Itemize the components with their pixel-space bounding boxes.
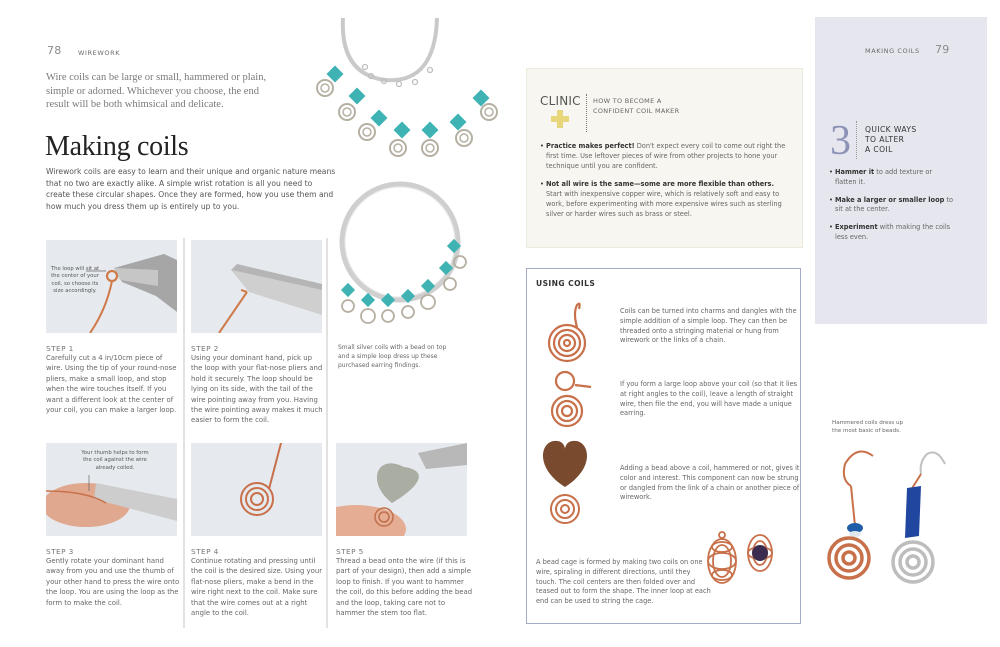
hammered-coil-earrings-image: [815, 440, 985, 610]
right-page-number: 79: [935, 43, 950, 56]
clinic-subtitle-line-2: CONFIDENT COIL MAKER: [593, 106, 680, 115]
hoop-earring-caption: Small silver coils with a bead on top and a simple loop dress up these purchased earring findings.: [338, 344, 447, 369]
clinic-tip-body: Start with inexpensive copper wire, which is relatively soft and easy to work, before experimenting with more expensive wires such as sterling silver or harder wires such as brass or steel.: [546, 190, 782, 218]
quick-ways-title: [865, 125, 917, 154]
step-5-photo: [336, 443, 467, 536]
plus-cross-icon: [551, 110, 569, 128]
clinic-tip-body: Don't expect every coil to come out right the first time. Use leftover pieces of wire from other projects to hone your technique until you are confident.: [546, 142, 786, 170]
step-3-label: STEP 3: [46, 547, 74, 556]
clinic-subtitle: [593, 97, 679, 116]
quick-ways-item-body: to sit at the center.: [835, 195, 954, 214]
quick-ways-item-heading: Make a larger or smaller loop: [835, 195, 945, 204]
clinic-tip-heading: Practice makes perfect!: [546, 142, 635, 150]
clinic-tips-list: [540, 142, 790, 220]
step-4-text: Continue rotating and pressing until the coil is the desired size. Using your flat-nose pliers, make a bend in the wire right next to the coil. Make sure that the wire comes out at a right angle to the coil.: [191, 557, 323, 618]
quick-ways-sidebar: [815, 17, 987, 324]
using-coils-box: [526, 268, 801, 624]
step-4-label: STEP 4: [191, 547, 219, 556]
step-3-photo-note: Your thumb helps to form the coil against the wire already coiled.: [81, 450, 149, 471]
clinic-heading: CLINIC: [540, 94, 581, 108]
heart-bead-illustration: [336, 443, 467, 536]
simple-coil-charm-image: [537, 299, 597, 365]
step-5-text: Thread a bead onto the wire (if this is part of your design), then add a simple loop to finish. If you want to hammer the coil, do this before adding the bead and the loop, taking care not to hammer the stem too flat.: [336, 557, 473, 618]
quick-ways-item: [829, 196, 954, 216]
quick-ways-item-body: with making the coils less even.: [835, 223, 951, 241]
quick-ways-title-line-3: A COIL: [865, 144, 893, 154]
hoop-charms-photo: [285, 14, 505, 162]
step-5-label: STEP 5: [336, 547, 364, 556]
bead-cage-image: [702, 525, 782, 595]
step-3-text: Gently rotate your dominant hand away from you and use the thumb of your other hand to press the wire onto the loop. You are using the loop as the form to make the coil.: [46, 557, 180, 607]
page-title: Making coils: [45, 131, 189, 162]
quick-ways-list: [829, 168, 954, 243]
step-1-photo-note: The loop will sit at the center of your coil, so choose its size accordingly.: [50, 266, 100, 295]
quick-ways-item-body: to add texture or flatten it.: [835, 168, 933, 186]
using-coils-heading: USING COILS: [536, 279, 596, 288]
clinic-tip: [540, 142, 790, 171]
using-coils-text-2: If you form a large loop above your coil (so that it lies at right angles to the coil), leave a length of straight wire, then file the end, you will have made a unique earring.: [620, 380, 798, 418]
step-2-text: Using your dominant hand, pick up the loop with your flat-nose pliers and hold it securely. The loop should be lying on its side, with the tail of the wire pointing away from you. Having the wire pointing away makes it much easier to form the coil.: [191, 354, 323, 425]
earrings-caption: Hammered coils dress up the most basic of beads.: [832, 420, 904, 435]
clinic-box: [526, 68, 803, 248]
hoop-earring-photo: [330, 180, 480, 340]
clinic-dotted-divider: [586, 94, 587, 132]
quick-ways-item-heading: Hammer it: [835, 168, 875, 176]
quick-ways-title-line-2: TO ALTER: [865, 134, 905, 144]
copper-coil-illustration: [191, 443, 322, 536]
column-divider: [183, 238, 185, 628]
hoop-charms-illustration: [285, 14, 505, 162]
column-divider: [326, 238, 328, 628]
heart-bead-coil-image: [535, 435, 595, 535]
clinic-tip-heading: Not all wire is the same—some are more flexible than others.: [546, 180, 774, 189]
lede-paragraph: Wirework coils are easy to learn and their unique and organic nature means that no two are exactly alike. A simple wrist rotation is all you need to create these circular shapes. Once they are formed, how you use them and how much you dress them up is entirely up to you.: [46, 167, 336, 211]
step-4-photo: [191, 443, 322, 536]
quick-ways-dotted-divider: [856, 121, 857, 159]
quick-ways-number: 3: [830, 118, 851, 164]
quick-ways-title-line-1: QUICK WAYS: [865, 125, 917, 134]
right-running-head: MAKING COILS: [865, 47, 920, 55]
intro-text: Wire coils can be large or small, hammered or plain, simple or adorned. Whichever you choose, the end result will be both whimsical and delicate.: [46, 72, 267, 110]
left-page-number: 78: [47, 44, 62, 57]
step-2-label: STEP 2: [191, 344, 219, 353]
quick-ways-item-heading: Experiment: [835, 223, 878, 232]
using-coils-text-4: A bead cage is formed by making two coils on one wire, spiraling in different directions, until they touch. The coil centers are then folded over and teased out to form the shape. The inner loop at each end can be used to string the cage.: [536, 558, 711, 606]
step-1-label: STEP 1: [46, 344, 74, 353]
clinic-subtitle-line-1: HOW TO BECOME A: [593, 97, 662, 105]
step-2-photo: [191, 240, 322, 333]
hoop-earring-illustration: [330, 180, 480, 340]
flat-pliers-illustration: [191, 240, 322, 333]
using-coils-text-3: Adding a bead above a coil, hammered or not, gives it color and interest. This component can now be strung or dangled from the link of a chain or another piece of wirework.: [620, 464, 800, 502]
using-coils-text-1: Coils can be turned into charms and dangles with the simple addition of a simple loop. They can then be threaded onto a stringing material or hung from wirework or the links of a chain.: [620, 307, 797, 345]
clinic-tip: [540, 180, 790, 219]
quick-ways-item: [829, 168, 954, 188]
left-running-head: WIREWORK: [78, 49, 121, 57]
quick-ways-item: [829, 223, 954, 243]
large-loop-coil-image: [539, 367, 595, 431]
step-1-text: Carefully cut a 4 in/10cm piece of wire. Using the tip of your round-nose pliers, make a small loop, and stop when the wire touches itself. If you want a different look at the center of your coil, you can make a larger loop.: [46, 354, 177, 415]
